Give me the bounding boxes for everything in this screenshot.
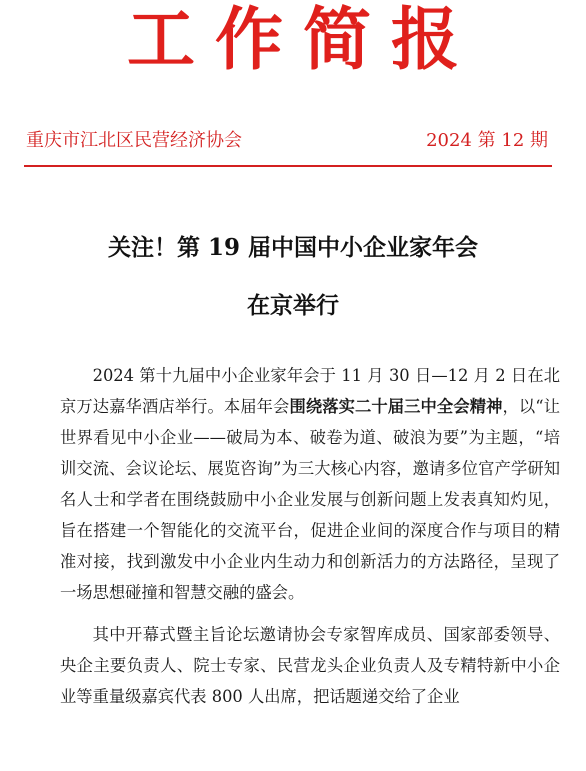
organization-name: 重庆市江北区民营经济协会 [26,130,242,151]
header-divider [24,165,552,167]
issue-line [26,128,548,154]
issue-number: 2024 第 12 期 [426,130,548,151]
paragraph-1 [60,360,560,608]
paragraph-1-part-b: ，以“让世界看见中小企业——破局为本、破卷为道、破浪为要”为主题，“培训交流、会议论坛、展览咨询”为三大核心内容，邀请多位官产学研知名人士和学者在围绕鼓励中小企业发展与创新问题上发表真知灼见，旨在搭建一个智能化的交流平台，促进企业间的深度合作与项目的精准对接，找到激发中小企业内生动力和创新活力的方法路径，呈现了一场思想碰撞和智慧交融的盛会。 [60,397,560,602]
paragraph-2: 其中开幕式暨主旨论坛邀请协会专家智库成员、国家部委领导、央企主要负责人、院士专家、民营龙头企业负责人及专精特新中小企业等重量级嘉宾代表 800 人出席，把话题递交给了企业 [60,625,560,706]
masthead-title: 工作简报 [126,1,479,80]
paragraph-1-highlight: 围绕落实二十届三中全会精神 [289,397,503,416]
article-body [60,360,560,723]
article-headline-line2: 在京举行 [247,292,339,319]
paragraph-1-part-a: 2024 第十九届中小企业家年会于 11 月 30 日—12 月 2 日在北京万达嘉华酒店举行。本届年会 [60,366,560,416]
article-headline-line1: 关注！第 19 届中国中小企业家年会 [107,234,479,261]
